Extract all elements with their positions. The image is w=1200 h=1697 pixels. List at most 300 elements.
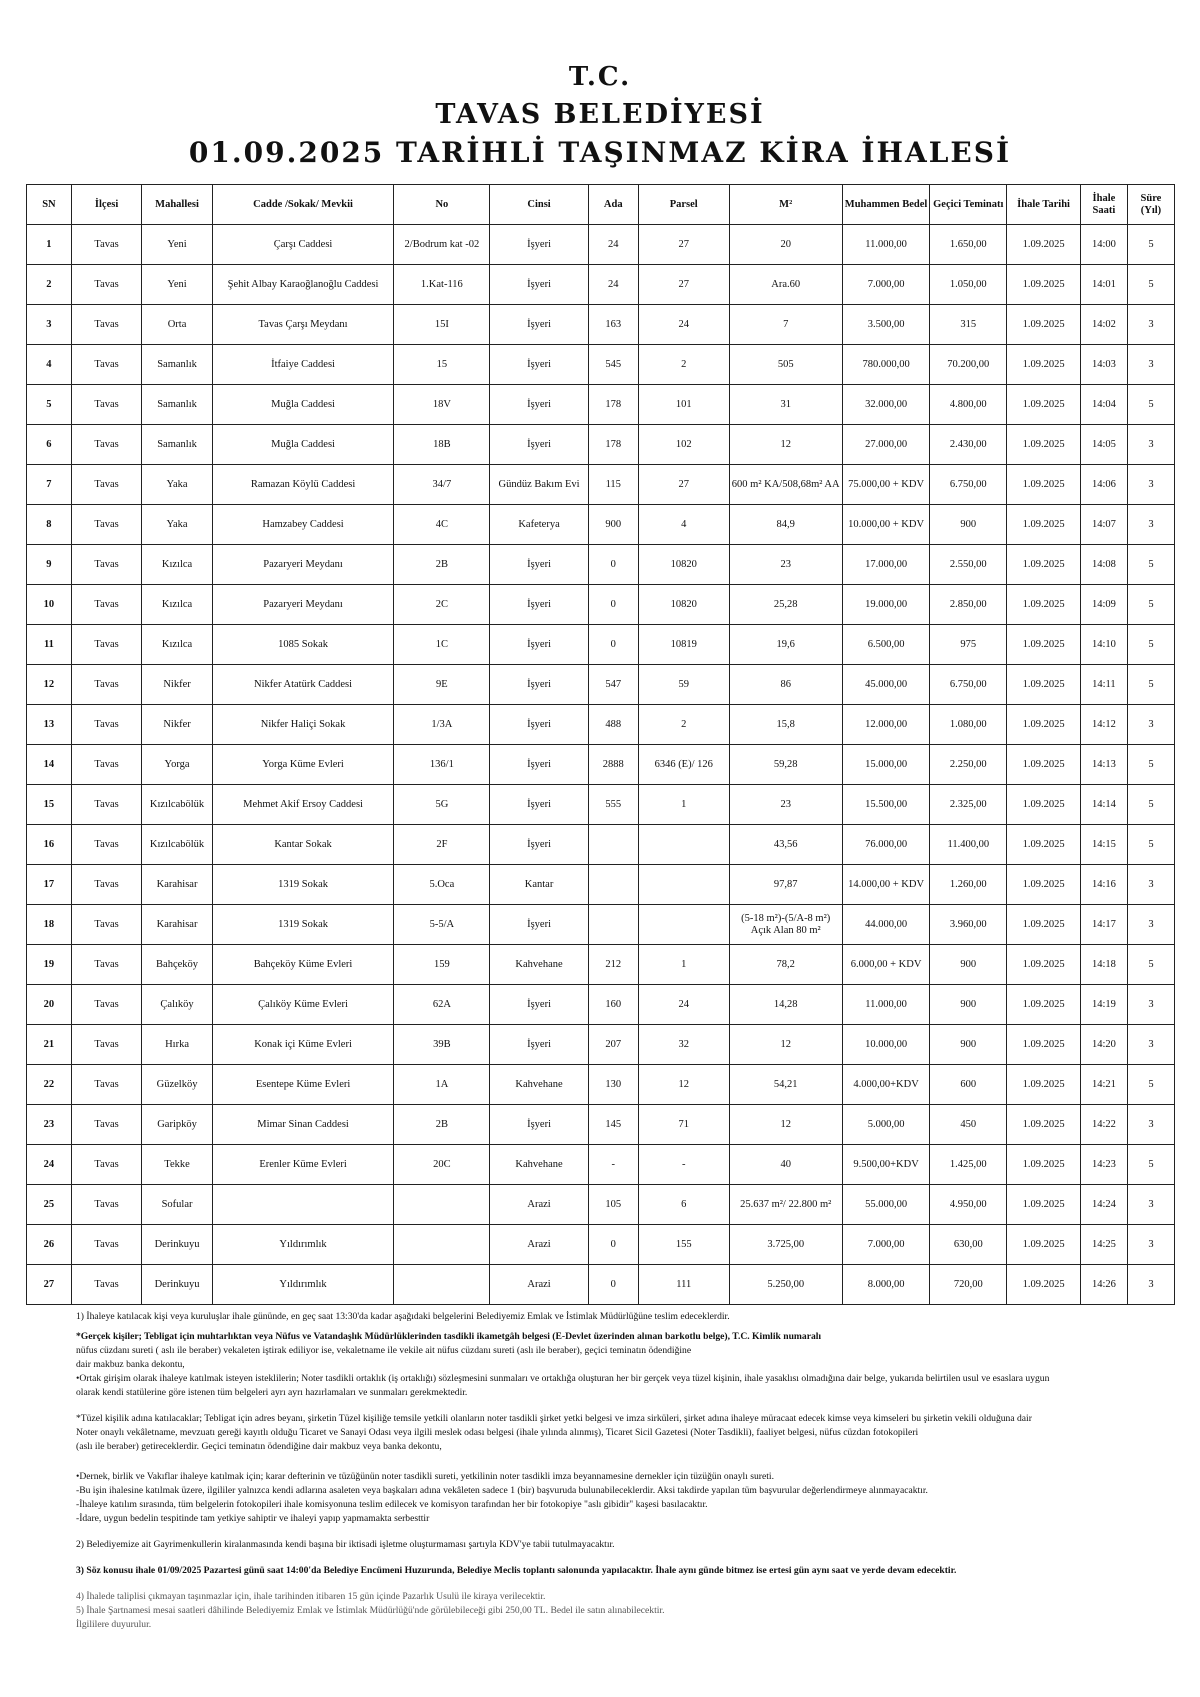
column-header-sn: SN <box>27 185 72 225</box>
cell-auction-time: 14:06 <box>1080 465 1127 505</box>
table-row <box>27 225 1175 265</box>
cell-parcel: 6 <box>638 1185 729 1225</box>
cell-number <box>394 1265 490 1305</box>
header-tc: T.C. <box>568 62 632 92</box>
cell-district: Tavas <box>71 425 141 465</box>
cell-area: Ara.60 <box>729 265 842 305</box>
cell-duration: 5 <box>1127 785 1174 825</box>
table-row <box>27 305 1175 345</box>
cell-type: İşyeri <box>490 225 588 265</box>
cell-sn: 11 <box>27 625 72 665</box>
cell-district: Tavas <box>71 1225 141 1265</box>
table-row <box>27 1105 1175 1145</box>
cell-estimated-price: 5.000,00 <box>842 1105 930 1145</box>
table-row <box>27 585 1175 625</box>
cell-block <box>588 825 638 865</box>
cell-number: 2/Bodrum kat -02 <box>394 225 490 265</box>
cell-sn: 23 <box>27 1105 72 1145</box>
note-closing: İlgililere duyurulur. <box>76 1619 152 1630</box>
cell-deposit: 900 <box>930 985 1007 1025</box>
cell-auction-date: 1.09.2025 <box>1007 385 1081 425</box>
cell-street: Yıldırımlık <box>212 1225 394 1265</box>
cell-district: Tavas <box>71 1185 141 1225</box>
cell-auction-date: 1.09.2025 <box>1007 305 1081 345</box>
cell-parcel <box>638 825 729 865</box>
cell-neighborhood: Yaka <box>142 505 212 545</box>
table-row <box>27 265 1175 305</box>
cell-number: 1A <box>394 1065 490 1105</box>
cell-parcel: 111 <box>638 1265 729 1305</box>
table-row <box>27 705 1175 745</box>
cell-duration: 3 <box>1127 425 1174 465</box>
cell-neighborhood: Samanlık <box>142 345 212 385</box>
cell-auction-date: 1.09.2025 <box>1007 625 1081 665</box>
cell-estimated-price: 4.000,00+KDV <box>842 1065 930 1105</box>
cell-number: 4C <box>394 505 490 545</box>
cell-deposit: 3.960,00 <box>930 905 1007 945</box>
cell-parcel: 27 <box>638 265 729 305</box>
note-2: 2) Belediyemize ait Gayrimenkullerin kiralanmasında kendi başına bir iktisadi işletme oluşturmaması şartıyla KDV'ye tabii tutulmayacaktır. <box>76 1539 615 1550</box>
column-header-parcel: Parsel <box>638 185 729 225</box>
cell-area: 15,8 <box>729 705 842 745</box>
cell-estimated-price: 45.000,00 <box>842 665 930 705</box>
cell-auction-time: 14:15 <box>1080 825 1127 865</box>
cell-street: Muğla Caddesi <box>212 385 394 425</box>
cell-neighborhood: Yaka <box>142 465 212 505</box>
cell-duration: 3 <box>1127 305 1174 345</box>
cell-duration: 3 <box>1127 985 1174 1025</box>
cell-sn: 25 <box>27 1185 72 1225</box>
cell-duration: 5 <box>1127 1145 1174 1185</box>
cell-street: Şehit Albay Karaoğlanoğlu Caddesi <box>212 265 394 305</box>
cell-district: Tavas <box>71 345 141 385</box>
cell-street: Pazaryeri Meydanı <box>212 585 394 625</box>
cell-deposit: 11.400,00 <box>930 825 1007 865</box>
table-row <box>27 905 1175 945</box>
cell-parcel: 1 <box>638 785 729 825</box>
note-tuzel-2: Noter onaylı vekâletname, mevzuatı gereği kayıtlı olduğu Ticaret ve Sanayi Odası veya ilgili meslek odası belgesi (ihale yılında alınmış), Ticaret Sicil Gazetesi (Noter Tasdikli), faaliyet belgesi, nüfus cüzdan fotokopileri <box>76 1427 919 1438</box>
cell-auction-date: 1.09.2025 <box>1007 345 1081 385</box>
cell-street: Yorga Küme Evleri <box>212 745 394 785</box>
note-3: 3) Söz konusu ihale 01/09/2025 Pazartesi günü saat 14:00'da Belediye Encümeni Huzurunda, Belediye Meclis toplantı salonunda yapılacaktır. İhale aynı günde bitmez ise ertesi gün aynı saat ve yerde devam edecektir. <box>76 1565 957 1576</box>
note-dernek-1: •Dernek, birlik ve Vakıflar ihaleye katılmak için; karar defterinin ve tüzüğünün noter tasdikli sureti, yetkilinin noter tasdikli imza beyannamesine dernekler için tüzüğün onaylı sureti. <box>76 1471 774 1482</box>
cell-deposit: 900 <box>930 505 1007 545</box>
cell-sn: 13 <box>27 705 72 745</box>
cell-block: 163 <box>588 305 638 345</box>
column-header-block: Ada <box>588 185 638 225</box>
cell-auction-time: 14:02 <box>1080 305 1127 345</box>
cell-duration: 5 <box>1127 665 1174 705</box>
table-body <box>27 225 1175 1305</box>
cell-type: İşyeri <box>490 745 588 785</box>
cell-district: Tavas <box>71 225 141 265</box>
cell-district: Tavas <box>71 305 141 345</box>
cell-duration: 3 <box>1127 705 1174 745</box>
note-gercek-1: *Gerçek kişiler; Tebligat için muhtarlıktan veya Nüfus ve Vatandaşlık Müdürlüklerinden tasdikli ikametgâh belgesi (E-Devlet üzerinden alınan barkotlu belge), T.C. Kimlik numaralı <box>76 1331 822 1342</box>
cell-number: 18B <box>394 425 490 465</box>
cell-district: Tavas <box>71 1065 141 1105</box>
cell-number <box>394 1225 490 1265</box>
cell-sn: 3 <box>27 305 72 345</box>
cell-block: 115 <box>588 465 638 505</box>
cell-sn: 9 <box>27 545 72 585</box>
note-dernek-4: -İdare, uygun bedelin tespitinde tam yetkiye sahiptir ve ihaleyi yapıp yapmamakta serbesttir <box>76 1513 430 1524</box>
cell-street: 1319 Sokak <box>212 905 394 945</box>
cell-block: 24 <box>588 225 638 265</box>
cell-district: Tavas <box>71 705 141 745</box>
note-dernek-2: -Bu işin ihalesine katılmak üzere, ilgililer yalnızca kendi adlarına asaleten veya başkaları adına vekâleten sadece 1 (bir) başvuruda bulunabileceklerdir. Aksi takdirde yapılan tüm başvurular değerlendirmeye alınmayacaktır. <box>76 1485 928 1496</box>
cell-type: Arazi <box>490 1185 588 1225</box>
cell-area: 86 <box>729 665 842 705</box>
cell-area: 23 <box>729 545 842 585</box>
cell-parcel: 71 <box>638 1105 729 1145</box>
cell-deposit: 1.650,00 <box>930 225 1007 265</box>
cell-district: Tavas <box>71 465 141 505</box>
table-row <box>27 785 1175 825</box>
cell-duration: 5 <box>1127 945 1174 985</box>
cell-area: 600 m² KA/508,68m² AA <box>729 465 842 505</box>
cell-auction-date: 1.09.2025 <box>1007 585 1081 625</box>
cell-auction-time: 14:01 <box>1080 265 1127 305</box>
cell-estimated-price: 9.500,00+KDV <box>842 1145 930 1185</box>
cell-auction-date: 1.09.2025 <box>1007 1265 1081 1305</box>
cell-type: İşyeri <box>490 905 588 945</box>
cell-estimated-price: 76.000,00 <box>842 825 930 865</box>
cell-type: İşyeri <box>490 545 588 585</box>
cell-street: Kantar Sokak <box>212 825 394 865</box>
cell-neighborhood: Karahisar <box>142 865 212 905</box>
cell-number: 9E <box>394 665 490 705</box>
cell-estimated-price: 7.000,00 <box>842 265 930 305</box>
column-header-number: No <box>394 185 490 225</box>
cell-sn: 27 <box>27 1265 72 1305</box>
cell-area: 25.637 m²/ 22.800 m² <box>729 1185 842 1225</box>
cell-sn: 12 <box>27 665 72 705</box>
notes-section <box>76 1310 1166 1632</box>
table-row <box>27 1225 1175 1265</box>
cell-area: 3.725,00 <box>729 1225 842 1265</box>
note-5: 5) İhale Şartnamesi mesai saatleri dâhilinde Belediyemiz Emlak ve İstimlak Müdürlüğü'nde görülebileceği gibi 250,00 TL. Bedel ile satın alınabilecektir. <box>76 1605 665 1616</box>
cell-district: Tavas <box>71 1105 141 1145</box>
header-title: 01.09.2025 TARİHLİ TAŞINMAZ KİRA İHALESİ <box>188 136 1012 169</box>
cell-district: Tavas <box>71 745 141 785</box>
cell-sn: 16 <box>27 825 72 865</box>
cell-estimated-price: 10.000,00 <box>842 1025 930 1065</box>
cell-sn: 14 <box>27 745 72 785</box>
column-header-street: Cadde /Sokak/ Mevkii <box>212 185 394 225</box>
cell-auction-time: 14:13 <box>1080 745 1127 785</box>
table-row <box>27 945 1175 985</box>
cell-estimated-price: 14.000,00 + KDV <box>842 865 930 905</box>
cell-block: 212 <box>588 945 638 985</box>
cell-auction-time: 14:10 <box>1080 625 1127 665</box>
cell-sn: 6 <box>27 425 72 465</box>
cell-area: 12 <box>729 1025 842 1065</box>
table-row <box>27 625 1175 665</box>
cell-sn: 22 <box>27 1065 72 1105</box>
column-header-auction-time: İhale Saati <box>1080 185 1127 225</box>
column-header-type: Cinsi <box>490 185 588 225</box>
table-row <box>27 865 1175 905</box>
cell-auction-date: 1.09.2025 <box>1007 465 1081 505</box>
cell-type: İşyeri <box>490 705 588 745</box>
cell-estimated-price: 27.000,00 <box>842 425 930 465</box>
cell-duration: 5 <box>1127 225 1174 265</box>
note-4: 4) İhalede taliplisi çıkmayan taşınmazlar için, ihale tarihinden itibaren 15 gün içinde Pazarlık Usulü ile kiraya verilecektir. <box>76 1591 546 1602</box>
cell-deposit: 2.550,00 <box>930 545 1007 585</box>
cell-street: Yıldırımlık <box>212 1265 394 1305</box>
cell-parcel <box>638 905 729 945</box>
cell-auction-date: 1.09.2025 <box>1007 905 1081 945</box>
cell-area: 12 <box>729 425 842 465</box>
cell-deposit: 1.080,00 <box>930 705 1007 745</box>
note-ortak-2: olarak kendi statülerine göre istenen tüm belgeleri ayrı ayrı hazırlamaları ve sunmaları gerekmektedir. <box>76 1387 468 1398</box>
cell-area: 12 <box>729 1105 842 1145</box>
cell-estimated-price: 75.000,00 + KDV <box>842 465 930 505</box>
cell-estimated-price: 11.000,00 <box>842 225 930 265</box>
cell-auction-time: 14:05 <box>1080 425 1127 465</box>
cell-street: Pazaryeri Meydanı <box>212 545 394 585</box>
cell-block: 555 <box>588 785 638 825</box>
cell-neighborhood: Tekke <box>142 1145 212 1185</box>
cell-block: 900 <box>588 505 638 545</box>
table-row <box>27 545 1175 585</box>
cell-duration: 3 <box>1127 1185 1174 1225</box>
cell-duration: 5 <box>1127 545 1174 585</box>
cell-neighborhood: Kızılca <box>142 545 212 585</box>
cell-auction-date: 1.09.2025 <box>1007 1025 1081 1065</box>
cell-sn: 10 <box>27 585 72 625</box>
cell-parcel <box>638 865 729 905</box>
cell-parcel: 24 <box>638 305 729 345</box>
cell-block: 160 <box>588 985 638 1025</box>
cell-parcel: 59 <box>638 665 729 705</box>
column-header-district: İlçesi <box>71 185 141 225</box>
table-row <box>27 1145 1175 1185</box>
cell-parcel: 4 <box>638 505 729 545</box>
cell-block: 547 <box>588 665 638 705</box>
cell-street: Bahçeköy Küme Evleri <box>212 945 394 985</box>
cell-deposit: 900 <box>930 945 1007 985</box>
cell-auction-time: 14:09 <box>1080 585 1127 625</box>
cell-district: Tavas <box>71 865 141 905</box>
table-row <box>27 1265 1175 1305</box>
cell-deposit: 450 <box>930 1105 1007 1145</box>
table-row <box>27 425 1175 465</box>
cell-number: 2B <box>394 545 490 585</box>
cell-type: Kafeterya <box>490 505 588 545</box>
cell-block <box>588 865 638 905</box>
cell-parcel: 102 <box>638 425 729 465</box>
cell-sn: 7 <box>27 465 72 505</box>
cell-deposit: 2.250,00 <box>930 745 1007 785</box>
cell-neighborhood: Derinkuyu <box>142 1225 212 1265</box>
table-row <box>27 1185 1175 1225</box>
cell-street: Tavas Çarşı Meydanı <box>212 305 394 345</box>
table-row <box>27 745 1175 785</box>
cell-street: Çarşı Caddesi <box>212 225 394 265</box>
cell-auction-date: 1.09.2025 <box>1007 985 1081 1025</box>
cell-neighborhood: Nikfer <box>142 705 212 745</box>
cell-district: Tavas <box>71 585 141 625</box>
cell-area: 14,28 <box>729 985 842 1025</box>
table-row <box>27 505 1175 545</box>
table-row <box>27 345 1175 385</box>
cell-auction-date: 1.09.2025 <box>1007 1145 1081 1185</box>
note-1: 1) İhaleye katılacak kişi veya kuruluşlar ihale gününde, en geç saat 13:30'da kadar aşağıdaki belgelerini Belediyemiz Emlak ve İstimlak Müdürlüğüne teslim edeceklerdir. <box>76 1311 730 1322</box>
cell-neighborhood: Güzelköy <box>142 1065 212 1105</box>
cell-auction-time: 14:22 <box>1080 1105 1127 1145</box>
cell-auction-date: 1.09.2025 <box>1007 665 1081 705</box>
cell-type: İşyeri <box>490 825 588 865</box>
cell-neighborhood: Kızılcabölük <box>142 825 212 865</box>
cell-duration: 5 <box>1127 625 1174 665</box>
column-header-area: M² <box>729 185 842 225</box>
cell-block: 488 <box>588 705 638 745</box>
cell-block <box>588 905 638 945</box>
cell-deposit: 975 <box>930 625 1007 665</box>
cell-auction-time: 14:07 <box>1080 505 1127 545</box>
cell-number: 34/7 <box>394 465 490 505</box>
cell-auction-time: 14:24 <box>1080 1185 1127 1225</box>
cell-number: 20C <box>394 1145 490 1185</box>
cell-number: 39B <box>394 1025 490 1065</box>
cell-neighborhood: Derinkuyu <box>142 1265 212 1305</box>
cell-block: 0 <box>588 1265 638 1305</box>
cell-type: İşyeri <box>490 1105 588 1145</box>
note-ortak-1: •Ortak girişim olarak ihaleye katılmak isteyen isteklilerin; Noter tasdikli ortaklık (iş ortaklığı) sözleşmesini sunmaları ve ortaklığa oluşturan her bir gerçek veya tüzel kişinin, ihale yasaklısı olmadığına dair belge, yukarıda belirtilen usul ve esaslara uygun <box>76 1373 1050 1384</box>
cell-district: Tavas <box>71 505 141 545</box>
cell-sn: 1 <box>27 225 72 265</box>
cell-deposit: 720,00 <box>930 1265 1007 1305</box>
cell-estimated-price: 6.000,00 + KDV <box>842 945 930 985</box>
cell-neighborhood: Samanlık <box>142 385 212 425</box>
table-row <box>27 985 1175 1025</box>
cell-auction-time: 14:21 <box>1080 1065 1127 1105</box>
cell-sn: 15 <box>27 785 72 825</box>
cell-parcel: 6346 (E)/ 126 <box>638 745 729 785</box>
cell-estimated-price: 12.000,00 <box>842 705 930 745</box>
cell-auction-time: 14:14 <box>1080 785 1127 825</box>
cell-number: 2F <box>394 825 490 865</box>
cell-auction-time: 14:03 <box>1080 345 1127 385</box>
cell-district: Tavas <box>71 1025 141 1065</box>
cell-street: Esentepe Küme Evleri <box>212 1065 394 1105</box>
cell-auction-date: 1.09.2025 <box>1007 1065 1081 1105</box>
cell-number: 1C <box>394 625 490 665</box>
cell-parcel: 27 <box>638 465 729 505</box>
cell-area: 78,2 <box>729 945 842 985</box>
cell-duration: 3 <box>1127 1105 1174 1145</box>
note-gercek-2: nüfus cüzdanı sureti ( aslı ile beraber) vekaleten iştirak ediliyor ise, vekaletname ile vekile ait nüfus cüzdanı sureti (aslı ile beraber), geçici teminatın ödendiğine <box>76 1345 692 1356</box>
cell-estimated-price: 11.000,00 <box>842 985 930 1025</box>
cell-sn: 17 <box>27 865 72 905</box>
cell-number: 2B <box>394 1105 490 1145</box>
cell-estimated-price: 17.000,00 <box>842 545 930 585</box>
cell-parcel: 2 <box>638 345 729 385</box>
cell-type: İşyeri <box>490 625 588 665</box>
cell-number: 18V <box>394 385 490 425</box>
cell-auction-date: 1.09.2025 <box>1007 1225 1081 1265</box>
cell-auction-time: 14:12 <box>1080 705 1127 745</box>
cell-parcel: 10820 <box>638 585 729 625</box>
cell-parcel: 10819 <box>638 625 729 665</box>
cell-parcel: 32 <box>638 1025 729 1065</box>
cell-duration: 3 <box>1127 465 1174 505</box>
cell-neighborhood: Garipköy <box>142 1105 212 1145</box>
cell-district: Tavas <box>71 825 141 865</box>
cell-deposit: 4.950,00 <box>930 1185 1007 1225</box>
cell-duration: 3 <box>1127 1225 1174 1265</box>
cell-block: 178 <box>588 425 638 465</box>
cell-sn: 2 <box>27 265 72 305</box>
cell-district: Tavas <box>71 1145 141 1185</box>
column-header-estimated-price: Muhammen Bedel <box>842 185 930 225</box>
note-dernek-3: -İhaleye katılım sırasında, tüm belgelerin fotokopileri ihale komisyonuna teslim edilecek ve komisyon tarafından her bir fotokopiye "aslı gibidir" kaşesi basılacaktır. <box>76 1499 708 1510</box>
cell-area: 5.250,00 <box>729 1265 842 1305</box>
cell-auction-time: 14:08 <box>1080 545 1127 585</box>
note-tuzel-1: *Tüzel kişilik adına katılacaklar; Tebligat için adres beyanı, şirketin Tüzel kişiliğe temsile yetkili olanların noter tasdikli şirket yetki belgesi ve imza sirküleri, şirket adına ihaleye müracaat edecek kimse veya kimseleri bu şirketin vekili olduğuna dair <box>76 1413 1032 1424</box>
cell-number: 62A <box>394 985 490 1025</box>
cell-block: 130 <box>588 1065 638 1105</box>
cell-area: 23 <box>729 785 842 825</box>
cell-deposit: 630,00 <box>930 1225 1007 1265</box>
column-header-neighborhood: Mahallesi <box>142 185 212 225</box>
cell-block: 0 <box>588 585 638 625</box>
cell-area: 31 <box>729 385 842 425</box>
cell-type: Arazi <box>490 1265 588 1305</box>
cell-district: Tavas <box>71 625 141 665</box>
cell-type: İşyeri <box>490 785 588 825</box>
cell-duration: 5 <box>1127 385 1174 425</box>
cell-district: Tavas <box>71 785 141 825</box>
cell-estimated-price: 19.000,00 <box>842 585 930 625</box>
cell-number: 5G <box>394 785 490 825</box>
cell-deposit: 1.260,00 <box>930 865 1007 905</box>
cell-duration: 3 <box>1127 905 1174 945</box>
cell-auction-date: 1.09.2025 <box>1007 225 1081 265</box>
cell-type: İşyeri <box>490 585 588 625</box>
cell-estimated-price: 15.000,00 <box>842 745 930 785</box>
cell-neighborhood: Kızılca <box>142 625 212 665</box>
cell-deposit: 2.325,00 <box>930 785 1007 825</box>
cell-deposit: 315 <box>930 305 1007 345</box>
cell-neighborhood: Karahisar <box>142 905 212 945</box>
cell-duration: 3 <box>1127 1025 1174 1065</box>
table-row <box>27 385 1175 425</box>
cell-deposit: 70.200,00 <box>930 345 1007 385</box>
cell-neighborhood: Bahçeköy <box>142 945 212 985</box>
cell-type: İşyeri <box>490 385 588 425</box>
cell-auction-date: 1.09.2025 <box>1007 705 1081 745</box>
cell-street: Muğla Caddesi <box>212 425 394 465</box>
cell-sn: 8 <box>27 505 72 545</box>
cell-auction-date: 1.09.2025 <box>1007 545 1081 585</box>
cell-district: Tavas <box>71 665 141 705</box>
cell-number: 1.Kat-116 <box>394 265 490 305</box>
cell-sn: 18 <box>27 905 72 945</box>
cell-type: İşyeri <box>490 425 588 465</box>
cell-neighborhood: Sofular <box>142 1185 212 1225</box>
cell-district: Tavas <box>71 545 141 585</box>
cell-auction-time: 14:26 <box>1080 1265 1127 1305</box>
cell-sn: 20 <box>27 985 72 1025</box>
cell-area: 505 <box>729 345 842 385</box>
cell-block: 0 <box>588 625 638 665</box>
cell-parcel: 24 <box>638 985 729 1025</box>
cell-block: 178 <box>588 385 638 425</box>
table-row <box>27 1065 1175 1105</box>
